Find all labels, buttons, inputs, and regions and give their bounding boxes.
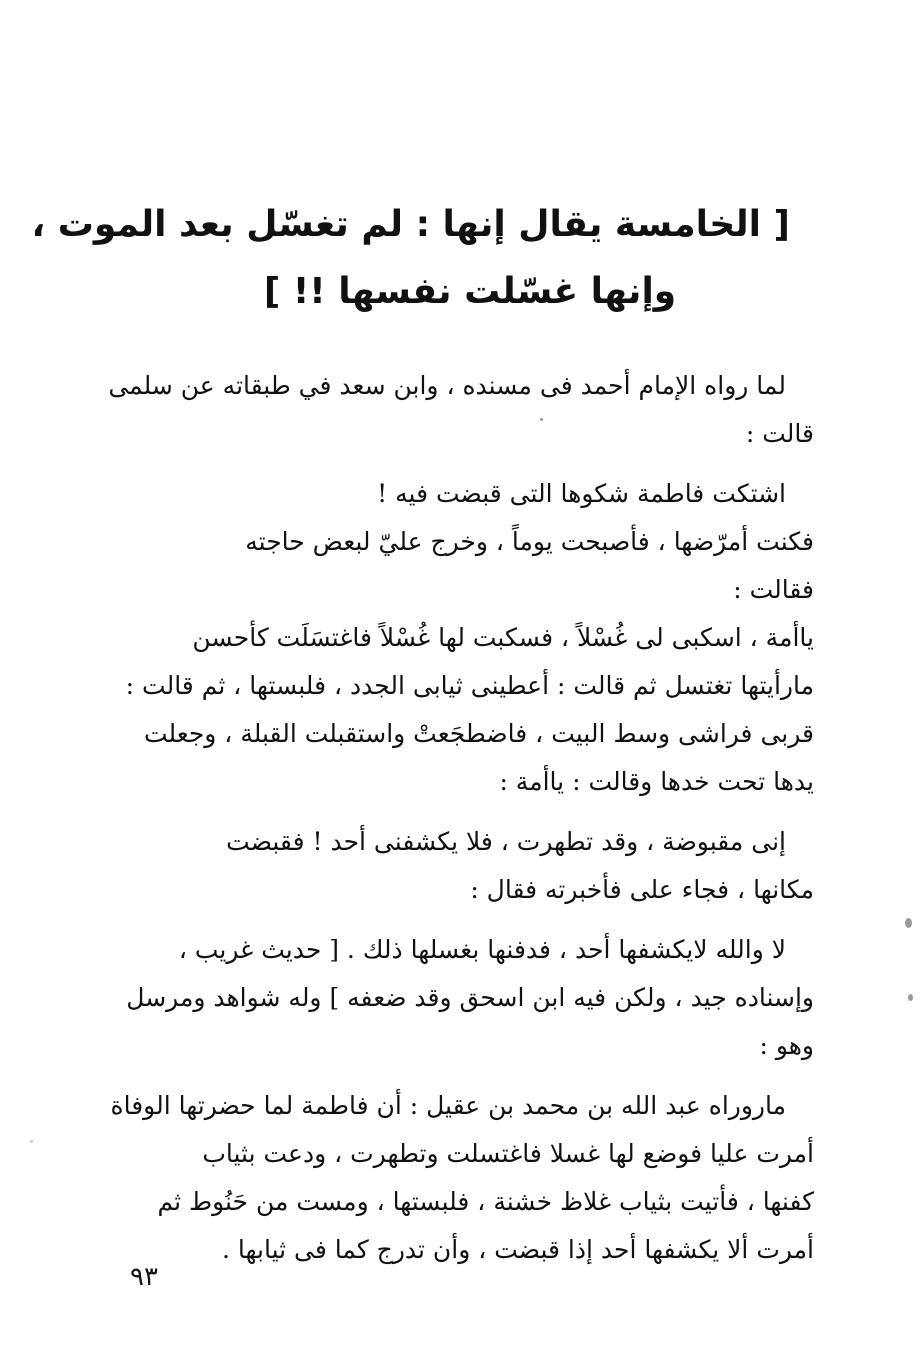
body-text (108, 362, 814, 1274)
scan-speck (908, 994, 913, 1001)
text-line: اشتكت فاطمة شكوها التى قبضت فيه ! (377, 479, 786, 508)
chapter-heading-line-2: وإنها غسّلت نفسها !! ] (263, 271, 677, 312)
chapter-heading-line-1: [ الخامسة يقال إنها : لم تغسّل بعد الموت ، (31, 204, 790, 245)
text-line: قالت : (745, 419, 814, 448)
text-line: ماروراه عبد الله بن محمد بن عقيل : أن فاطمة لما حضرتها الوفاة (110, 1091, 786, 1120)
scan-speck (905, 918, 912, 928)
text-line: مارأيتها تغتسل ثم قالت : أعطينى ثيابى الجدد ، فلبستها ، ثم قالت : (125, 671, 814, 700)
text-line: قربى فراشى وسط البيت ، فاضطجَعتْ واستقبلت القبلة ، وجعلت (143, 719, 814, 748)
text-line: كفنها ، فأتيت بثياب غلاظ خشنة ، فلبستها ، ومست من حَنُوط ثم (157, 1187, 814, 1216)
scan-speck (540, 418, 543, 421)
text-line: لما رواه الإمام أحمد فى مسنده ، وابن سعد في طبقاته عن سلمى (108, 371, 786, 400)
text-line: إنى مقبوضة ، وقد تطهرت ، فلا يكشفنى أحد ! فقبضت (226, 827, 786, 856)
text-line: فكنت أمرّضها ، فأصبحت يوماً ، وخرج عليّ لبعض حاجته (245, 527, 814, 556)
text-line: فقالت : (733, 575, 814, 604)
text-line: وهو : (759, 1031, 814, 1060)
text-line: يدها تحت خدها وقالت : ياأمة : (499, 767, 814, 796)
text-line: ياأمة ، اسكبى لى غُسْلاً ، فسكبت لها غُسْلاً فاغتسَلَت كأحسن (192, 623, 814, 652)
page-number: ٩٣ (130, 1262, 158, 1292)
text-line: وإسناده جيد ، ولكن فيه ابن اسحق وقد ضعفه ] وله شواهد ومرسل (126, 983, 814, 1012)
text-line: أمرت عليا فوضع لها غسلا فاغتسلت وتطهرت ، ودعت بثياب (202, 1139, 814, 1168)
text-line: مكانها ، فجاء على فأخبرته فقال : (470, 875, 814, 904)
text-line: أمرت ألا يكشفها أحد إذا قبضت ، وأن تدرج كما فى ثيابها . (221, 1235, 814, 1264)
text-line: لا والله لايكشفها أحد ، فدفنها بغسلها ذلك . [ حديث غريب ، (178, 935, 786, 964)
scan-speck (30, 1140, 33, 1143)
